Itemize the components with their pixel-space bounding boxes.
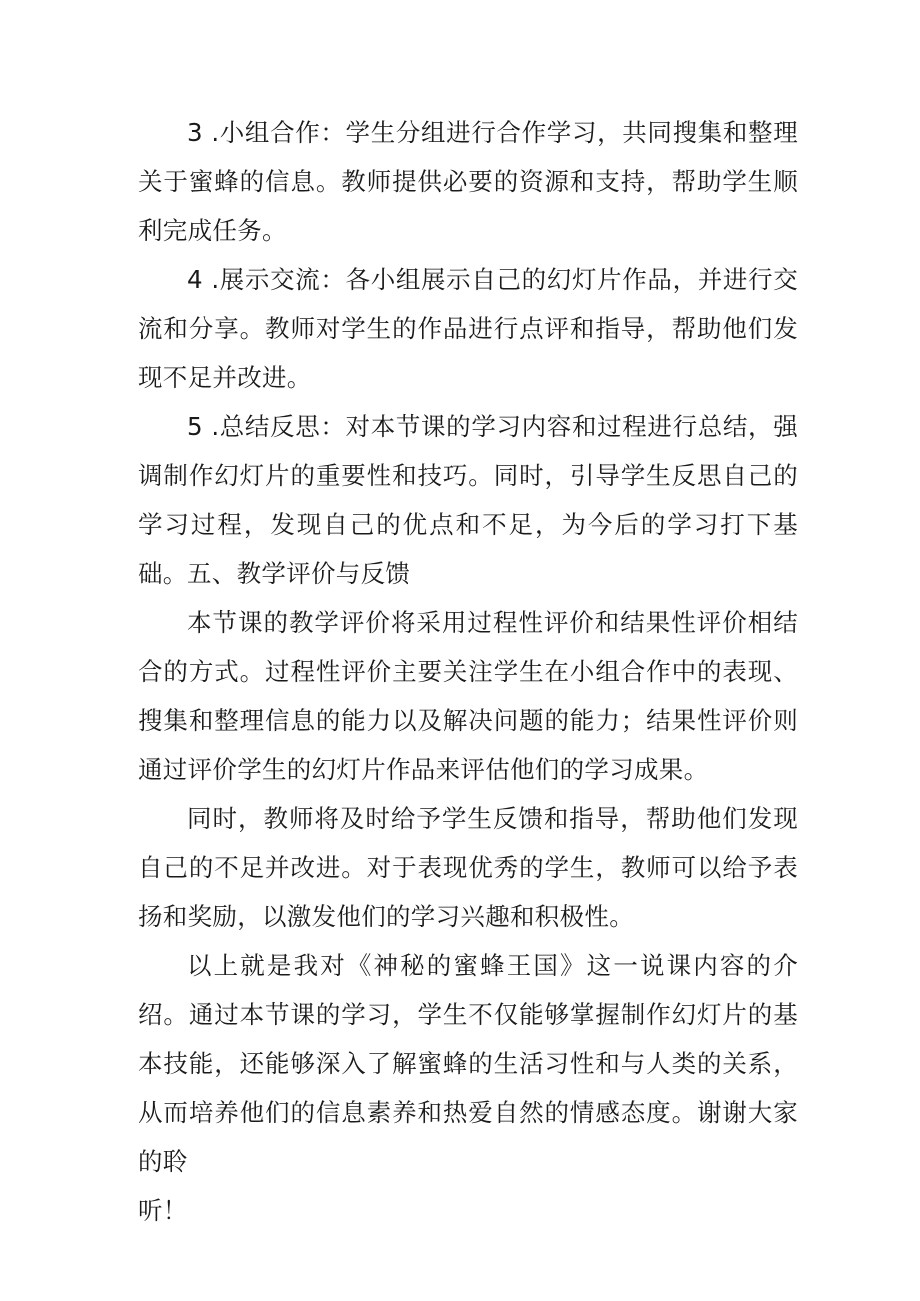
paragraph-step-4: 4 .展示交流：各小组展示自己的幻灯片作品，并进行交流和分享。教师对学生的作品进行点评和指导，帮助他们发现不足并改进。 (138, 265, 798, 392)
closing-main-text: 以上就是我对《神秘的蜜蜂王国》这一说课内容的介绍。通过本节课的学习，学生不仅能够掌握制作幻灯片的基本技能，还能够深入了解蜜蜂的生活习性和与人类的关系，从而培养他们的信息素养和热爱自然的情感态度。谢谢大家的聆 (138, 951, 798, 1176)
paragraph-evaluation: 本节课的教学评价将采用过程性评价和结果性评价相结合的方式。过程性评价主要关注学生在小组合作中的表现、搜集和整理信息的能力以及解决问题的能力；结果性评价则通过评价学生的幻灯片作品来评估他们的学习成果。 (138, 608, 798, 784)
section-heading: 五、教学评价与反馈 (187, 559, 411, 588)
paragraph-closing (138, 941, 798, 1235)
paragraph-step-3: 3 .小组合作：学生分组进行合作学习，共同搜集和整理关于蜜蜂的信息。教师提供必要的资源和支持，帮助学生顺利完成任务。 (138, 118, 798, 245)
closing-tail-text: 听！ (138, 1196, 188, 1225)
paragraph-step-5: 5 .总结反思：对本节课的学习内容和过程进行总结，强调制作幻灯片的重要性和技巧。同时，引导学生反思自己的学习过程，发现自己的优点和不足，为今后的学习打下基础。 (138, 412, 798, 588)
paragraph-feedback: 同时，教师将及时给予学生反馈和指导，帮助他们发现自己的不足并改进。对于表现优秀的学生，教师可以给予表扬和奖励，以激发他们的学习兴趣和积极性。 (138, 804, 798, 931)
